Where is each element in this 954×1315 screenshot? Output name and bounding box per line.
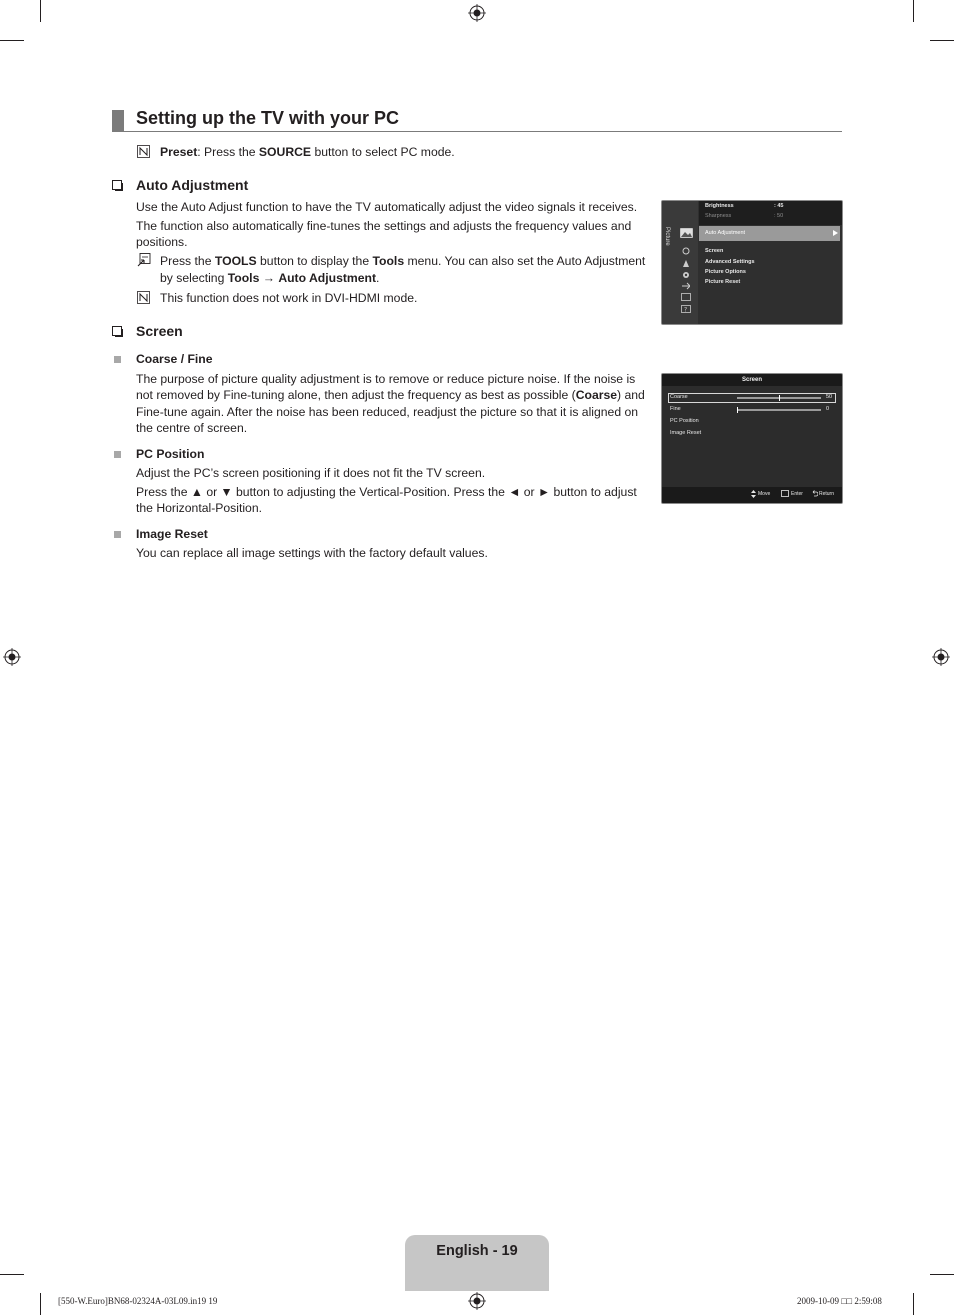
bullet-square-icon [114, 531, 121, 538]
section-checkbox-icon [112, 326, 122, 336]
crop-mark [913, 0, 914, 22]
pc-position-menu-item[interactable]: PC Position [670, 418, 699, 424]
fine-slider[interactable] [737, 409, 821, 411]
screen-heading: Screen [136, 323, 183, 339]
slug-right: 2009-10-09 □□ 2:59:08 [797, 1296, 882, 1306]
sound-icon [682, 247, 690, 255]
sharpness-value: : 50 [774, 213, 784, 219]
menu-side-label: Picture [664, 227, 670, 246]
preset-label: Preset [160, 145, 198, 159]
registration-mark-icon [3, 648, 21, 666]
pc-position-heading: PC Position [136, 447, 205, 461]
auto-adjustment-p2a: The function also automatically fine-tunes the settings and adjusts the frequency values and [136, 219, 632, 233]
return-icon [812, 490, 818, 497]
text: button to display the [256, 254, 373, 268]
arrow-right-icon [833, 230, 838, 236]
fine-value: 0 [826, 406, 830, 412]
fine-slider-knob[interactable] [737, 407, 738, 413]
tools-line1 [160, 253, 645, 270]
input-icon [682, 282, 690, 290]
image-reset-heading: Image Reset [136, 527, 208, 541]
menu-sidebar [662, 201, 698, 324]
crop-mark [930, 1274, 954, 1275]
tv-picture-menu [661, 200, 843, 325]
coarse-fine-line3: Fine-tune again. After the noise has been reduced, readjust the picture so that it is aligned on [136, 405, 639, 419]
coarse-menu-label[interactable]: Coarse [670, 394, 688, 400]
source-label: SOURCE [258, 145, 312, 159]
text: Press the [160, 254, 215, 268]
tools-menu-label: Tools [372, 254, 405, 268]
preset-note [160, 144, 455, 161]
registration-mark-icon [932, 648, 950, 666]
auto-adjustment-label: Auto Adjustment [278, 271, 377, 285]
text: menu. You can also set the Auto Adjustment [404, 254, 646, 268]
menu-item-advanced-settings[interactable]: Advanced Settings [705, 259, 755, 265]
note-icon [137, 291, 150, 304]
text: : Press the [197, 145, 259, 159]
tv-screen-menu [661, 373, 843, 504]
menu-item-picture-options[interactable]: Picture Options [705, 269, 746, 275]
footer-enter: Enter [791, 491, 803, 497]
pc-position-line2: Press the ▲ or ▼ button to adjusting the Vertical-Position. Press the ◄ or ► button to adjust [136, 485, 637, 499]
section-checkbox-icon [112, 180, 122, 190]
crop-mark [0, 40, 24, 41]
title-rule [112, 131, 842, 132]
crop-mark [930, 40, 954, 41]
crop-mark [913, 1293, 914, 1315]
text: ) and [617, 388, 645, 402]
text: not removed by Fine-tuning alone, then adjust the frequency as best as possible ( [136, 388, 576, 402]
tools-icon [137, 253, 151, 267]
image-reset-menu-item[interactable]: Image Reset [670, 430, 702, 436]
coarse-fine-line1: The purpose of picture quality adjustment is to remove or reduce picture noise. If the noise is [136, 372, 636, 386]
menu-title: Screen [662, 374, 842, 386]
pc-position-line1: Adjust the PC’s screen positioning if it does not fit the TV screen. [136, 466, 486, 480]
coarse-fine-line4: the centre of screen. [136, 421, 248, 435]
page-number: English - 19 [436, 1243, 518, 1259]
bullet-square-icon [114, 356, 121, 363]
coarse-fine-heading: Coarse / Fine [136, 352, 213, 366]
brightness-value: : 45 [774, 203, 784, 209]
picture-icon [680, 228, 693, 238]
text: . [376, 271, 380, 285]
tools-label: Tools [227, 271, 260, 285]
auto-adjustment-menu-label: Auto Adjustment [705, 230, 746, 236]
dvi-note: This function does not work in DVI-HDMI mode. [160, 291, 418, 305]
auto-adjustment-heading: Auto Adjustment [136, 177, 249, 193]
support-icon [681, 305, 691, 313]
bullet-square-icon [114, 451, 121, 458]
page-title: Setting up the TV with your PC [136, 108, 399, 128]
tools-button-label: TOOLS [214, 254, 257, 268]
crop-mark [40, 0, 41, 22]
brightness-label[interactable]: Brightness [705, 203, 734, 209]
footer-move: Move [758, 491, 771, 497]
text: by selecting [160, 271, 228, 285]
heading-bar [112, 110, 124, 132]
registration-mark-icon [468, 1292, 486, 1310]
registration-mark-icon [468, 4, 486, 22]
image-reset-line1: You can replace all image settings with the factory default values. [136, 546, 488, 560]
fine-menu-label[interactable]: Fine [670, 406, 681, 412]
note-icon [137, 145, 150, 158]
move-arrows-icon [751, 490, 756, 498]
enter-icon [781, 490, 789, 497]
auto-adjustment-p2b: positions. [136, 235, 188, 249]
menu-item-screen[interactable]: Screen [705, 248, 724, 254]
sharpness-label[interactable]: Sharpness [705, 213, 732, 219]
slug-left: [550-W.Euro]BN68-02324A-03L09.in19 19 [58, 1296, 218, 1306]
setup-icon [682, 271, 690, 279]
coarse-label: Coarse [575, 388, 618, 402]
menu-item-picture-reset[interactable]: Picture Reset [705, 279, 741, 285]
footer-return: Return [819, 491, 835, 497]
arrow-text: → [259, 271, 279, 285]
coarse-value: 50 [826, 394, 833, 400]
pc-position-line3: the Horizontal-Position. [136, 501, 262, 515]
coarse-fine-line2 [136, 387, 645, 404]
coarse-slider-knob[interactable] [779, 395, 780, 401]
crop-mark [40, 1293, 41, 1315]
svg-text:?: ? [684, 306, 688, 313]
crop-mark [0, 1274, 24, 1275]
auto-adjustment-p1: Use the Auto Adjust function to have the TV automatically adjust the video signals it receives. [136, 200, 638, 214]
channel-icon [682, 260, 690, 268]
text: button to select PC mode. [311, 145, 455, 159]
tools-line2 [160, 270, 379, 287]
application-icon [681, 293, 691, 301]
